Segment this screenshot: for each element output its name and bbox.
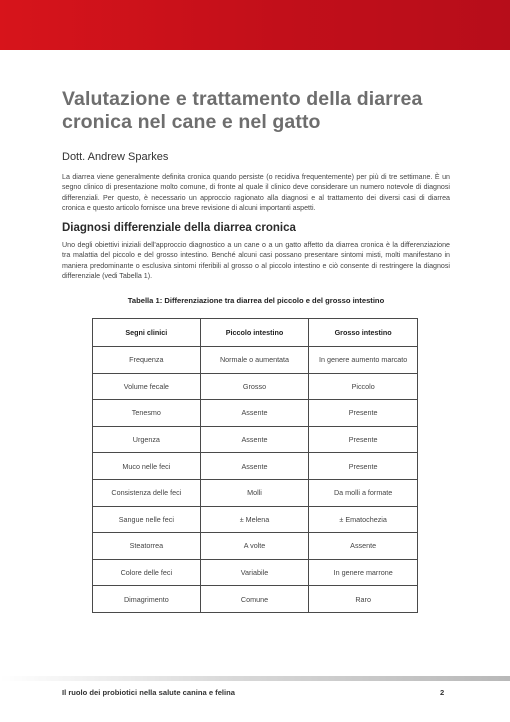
table-cell: In genere marrone xyxy=(309,559,418,586)
table-cell: Da molli a formate xyxy=(309,479,418,506)
table-header-row xyxy=(93,319,418,347)
table-cell: Frequenza xyxy=(93,347,201,374)
page-number: 2 xyxy=(440,688,445,697)
table-row xyxy=(93,400,418,427)
table-row xyxy=(93,347,418,374)
table-header-cell: Piccolo intestino xyxy=(200,319,309,347)
table-header-cell: Segni clinici xyxy=(93,319,201,347)
footer-title: Il ruolo dei probiotici nella salute canina e felina xyxy=(62,688,236,697)
table-cell: Volume fecale xyxy=(93,373,201,400)
table-cell: Grosso xyxy=(200,373,309,400)
differentiation-table xyxy=(92,318,418,613)
table-cell: Steatorrea xyxy=(93,533,201,560)
table-cell: Assente xyxy=(309,533,418,560)
table-row xyxy=(93,559,418,586)
intro-paragraph: La diarrea viene generalmente definita cronica quando persiste (o recidiva frequentemente) per più di tre settimane. È un segno clinico di presentazione molto comune, di fronte al quale il clinico deve considerare un numero notevole di diagnosi differenziali. Per questo, è necessario un approccio ragionato alla diagnosi e al trattamento dei diversi casi di diarrea cronica e questo articolo fornisce una breve revisione di alcuni importanti aspetti. xyxy=(62,173,450,213)
table-row xyxy=(93,586,418,613)
table-cell: Dimagrimento xyxy=(93,586,201,613)
table-row xyxy=(93,426,418,453)
table-cell: Urgenza xyxy=(93,426,201,453)
table-cell: Assente xyxy=(200,453,309,480)
table-cell: Tenesmo xyxy=(93,400,201,427)
table-cell: Sangue nelle feci xyxy=(93,506,201,533)
table-cell: Assente xyxy=(200,426,309,453)
table-cell: Consistenza delle feci xyxy=(93,479,201,506)
table-row xyxy=(93,506,418,533)
table-cell: Presente xyxy=(309,426,418,453)
table-caption: Tabella 1: Differenziazione tra diarrea del piccolo e del grosso intestino xyxy=(127,296,385,305)
header-band xyxy=(0,0,510,50)
author-name: Dott. Andrew Sparkes xyxy=(62,151,169,163)
table-row xyxy=(93,533,418,560)
table-cell: Piccolo xyxy=(309,373,418,400)
table-row xyxy=(93,453,418,480)
table-cell: Normale o aumentata xyxy=(200,347,309,374)
page-title: Valutazione e trattamento della diarrea cronica nel cane e nel gatto xyxy=(62,88,423,133)
table-cell: Assente xyxy=(200,400,309,427)
section-heading: Diagnosi differenziale della diarrea cronica xyxy=(62,222,296,234)
table-cell: Colore delle feci xyxy=(93,559,201,586)
table-row xyxy=(93,479,418,506)
table-cell: In genere aumento marcato xyxy=(309,347,418,374)
table-cell: ± Melena xyxy=(200,506,309,533)
table-cell: Comune xyxy=(200,586,309,613)
footer-divider xyxy=(0,676,510,681)
table-cell: A volte xyxy=(200,533,309,560)
table-cell: Presente xyxy=(309,453,418,480)
table-row xyxy=(93,373,418,400)
section-paragraph: Uno degli obiettivi iniziali dell'approccio diagnostico a un cane o a un gatto affetto da diarrea cronica è la differenziazione tra malattia del piccolo e del grosso intestino. Benché alcuni casi possano presentare sintomi misti, molti manifestano in maniera predominante o esclusiva sintomi riferibili al grosso o al piccolo intestino e ciò consente di restringere la diagnosi differenziale (vedi Tabella 1). xyxy=(62,241,450,281)
table-cell: Molli xyxy=(200,479,309,506)
table-header-cell: Grosso intestino xyxy=(309,319,418,347)
table-cell: Muco nelle feci xyxy=(93,453,201,480)
table-cell: Presente xyxy=(309,400,418,427)
table-cell: Variabile xyxy=(200,559,309,586)
table-cell: Raro xyxy=(309,586,418,613)
table-cell: ± Ematochezia xyxy=(309,506,418,533)
